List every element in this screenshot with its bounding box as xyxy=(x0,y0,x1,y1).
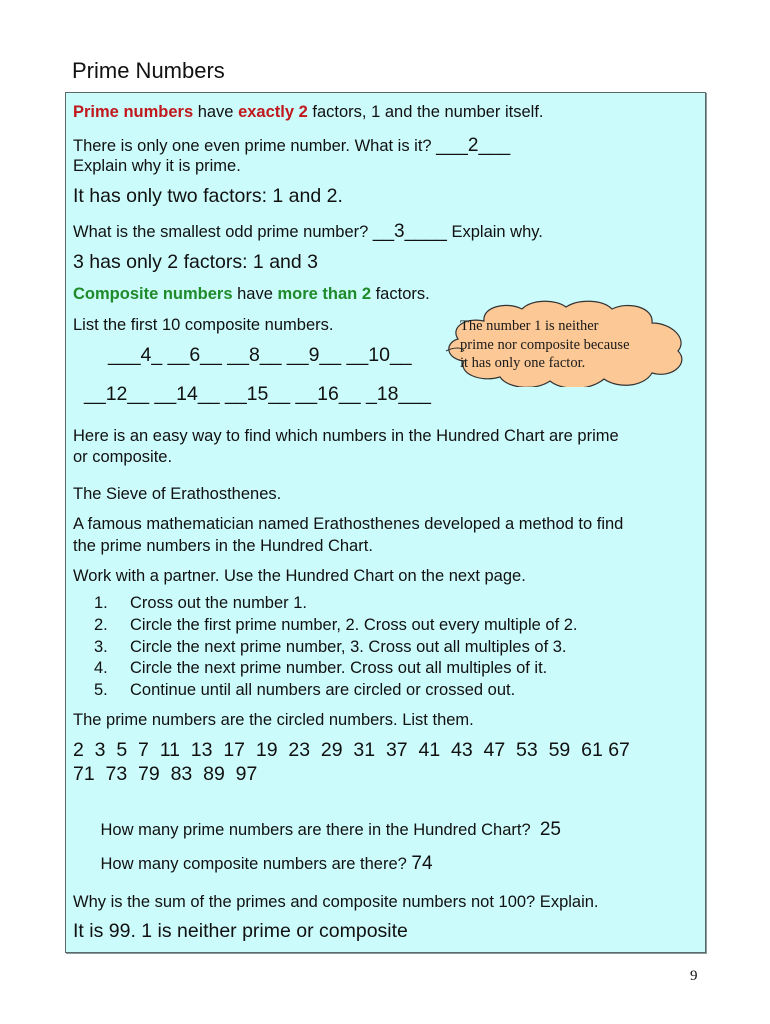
sieve-steps-list xyxy=(94,593,578,702)
composite-term: Composite numbers xyxy=(73,285,233,303)
step-number: 2. xyxy=(94,615,108,634)
intro-line-1: Here is an easy way to find which numbers in the Hundred Chart are prime xyxy=(73,427,619,445)
partner-instruction: Work with a partner. Use the Hundred Chart on the next page. xyxy=(73,567,526,585)
question-text: What is the smallest odd prime number? xyxy=(73,223,373,241)
answer-sum: It is 99. 1 is neither prime or composite xyxy=(73,920,408,942)
step-number: 1. xyxy=(94,594,108,612)
text: factors, 1 and the number itself. xyxy=(307,103,544,121)
question-list-primes: The prime numbers are the circled numbers. List them. xyxy=(73,711,474,729)
composite-answers-row-2: __12__ __14__ __15__ __16__ _18___ xyxy=(84,383,432,405)
step-item xyxy=(94,680,578,702)
text: have xyxy=(193,103,239,121)
sieve-description-2: the prime numbers in the Hundred Chart. xyxy=(73,537,373,555)
question-text: Explain why. xyxy=(446,223,543,241)
question-even-prime xyxy=(73,135,510,157)
step-item xyxy=(94,637,578,659)
sieve-description-1: A famous mathematician named Erathosthenes developed a method to find xyxy=(73,515,624,533)
step-number: 3. xyxy=(94,637,108,656)
cloud-note-line: it has only one factor. xyxy=(460,355,586,371)
composite-definition xyxy=(73,284,430,305)
step-text: Continue until all numbers are circled or crossed out. xyxy=(130,681,516,700)
question-even-explain: Explain why it is prime. xyxy=(73,157,241,175)
question-sum: Why is the sum of the primes and composite numbers not 100? Explain. xyxy=(73,893,599,911)
primes-answer-row-2: 71 73 79 83 89 97 xyxy=(73,763,258,785)
composite-answers-row-1: ___4_ __6__ __8__ __9__ __10__ xyxy=(108,344,412,366)
blank: ____ xyxy=(404,221,447,242)
text: have xyxy=(232,285,278,303)
step-number: 5. xyxy=(94,681,108,700)
cloud-note-line: prime nor composite because xyxy=(460,336,630,353)
content-box xyxy=(65,92,706,953)
blank: __ xyxy=(372,221,395,242)
text: factors. xyxy=(371,285,430,303)
question-count-composite xyxy=(73,832,433,896)
step-item xyxy=(94,593,578,615)
intro-line-2: or composite. xyxy=(73,448,173,466)
answer-even-prime: 2 xyxy=(467,135,479,156)
step-item xyxy=(94,658,578,680)
primes-answer-row-1: 2 3 5 7 11 13 17 19 23 29 31 37 41 43 47 53 59 61 67 xyxy=(73,739,630,761)
step-number: 4. xyxy=(94,659,108,678)
step-item xyxy=(94,615,578,637)
question-text: How many prime numbers are there in the Hundred Chart? xyxy=(100,821,540,839)
question-composite-list: List the first 10 composite numbers. xyxy=(73,316,334,334)
step-text: Cross out the number 1. xyxy=(130,594,308,612)
sieve-title: The Sieve of Erathosthenes. xyxy=(73,485,282,503)
question-odd-prime xyxy=(73,221,543,243)
step-text: Circle the next prime number, 3. Cross out all multiples of 3. xyxy=(130,637,567,656)
question-text: How many composite numbers are there? xyxy=(100,855,412,873)
prime-emphasis: exactly 2 xyxy=(238,103,308,121)
question-text: There is only one even prime number. What is it? xyxy=(73,137,437,155)
cloud-note-text xyxy=(460,317,630,373)
page-title: Prime Numbers xyxy=(72,58,225,83)
answer-count-primes: 25 xyxy=(539,819,561,840)
answer-odd-explain: 3 has only 2 factors: 1 and 3 xyxy=(73,251,318,273)
step-text: Circle the next prime number. Cross out all multiples of it. xyxy=(130,659,548,678)
step-text: Circle the first prime number, 2. Cross out every multiple of 2. xyxy=(130,615,578,634)
answer-odd-prime: 3 xyxy=(394,221,405,242)
page-number: 9 xyxy=(690,968,698,984)
answer-even-explain: It has only two factors: 1 and 2. xyxy=(73,185,343,207)
cloud-note-line: The number 1 is neither xyxy=(460,318,599,334)
prime-definition xyxy=(73,102,544,123)
blank: ___ xyxy=(478,135,511,156)
answer-count-composite: 74 xyxy=(411,853,433,874)
composite-emphasis: more than 2 xyxy=(277,285,372,303)
prime-term: Prime numbers xyxy=(73,103,194,121)
blank: ___ xyxy=(436,135,468,156)
